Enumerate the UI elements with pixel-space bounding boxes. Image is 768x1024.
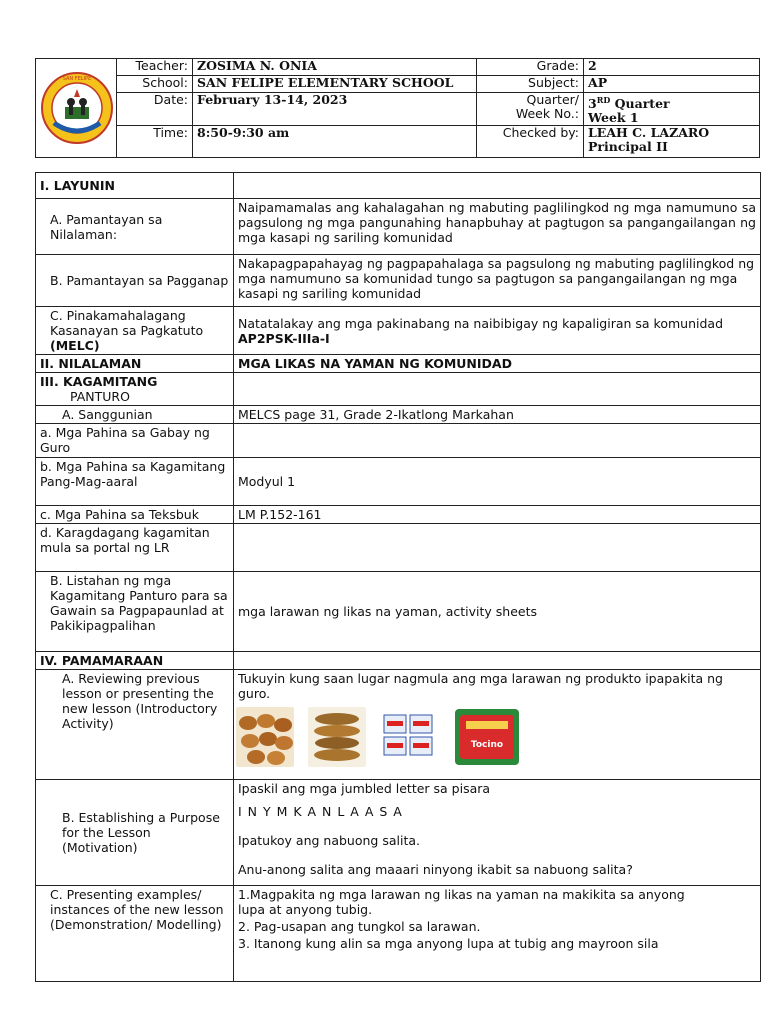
checked-value — [584, 126, 760, 158]
presenting-line2: lupa at anyong tubig. — [238, 902, 373, 917]
purpose-label: B. Establishing a Purpose for the Lesson (Motivation) — [36, 780, 234, 886]
sanggunian-label: A. Sanggunian — [36, 406, 234, 424]
tocino-pack-image — [452, 707, 522, 767]
pamamaraan-empty — [234, 652, 761, 670]
kagamitan-heading-line2: PANTURO — [70, 389, 130, 404]
melc-code: AP2PSK-IIIa-I — [238, 330, 330, 346]
quarter-label — [477, 93, 584, 126]
melc-label — [36, 307, 234, 355]
jumbled-letters: I N Y M K A N L A A S A — [238, 804, 403, 819]
presenting-label: C. Presenting examples/ instances of the new lesson (Demonstration/ Modelling) — [36, 886, 234, 982]
kagamitan-empty — [234, 373, 761, 406]
melc-label-text: C. Pinakamahalagang Kasanayan sa Pagkatuto — [50, 308, 204, 338]
portal-lr-label: d. Karagdagang kagamitan mula sa portal ng LR — [36, 524, 234, 572]
week-value: Week 1 — [588, 110, 639, 126]
presenting-line1: 1.Magpakita ng mga larawan ng likas na yaman na makikita sa anyong — [238, 887, 685, 902]
header-table — [35, 58, 760, 158]
listahan-text: mga larawan ng likas na yaman, activity sheets — [234, 572, 761, 652]
teksbuk-text: LM P.152-161 — [234, 506, 761, 524]
purpose-line1: Ipaskil ang mga jumbled letter sa pisara — [238, 781, 491, 796]
nilalaman-heading: II. NILALAMAN — [36, 355, 234, 373]
school-label: School: — [117, 76, 193, 93]
kagamitang-mag-aaral-text: Modyul 1 — [234, 458, 761, 506]
svg-text:SAN FELIPE: SAN FELIPE — [62, 76, 92, 83]
school-logo — [40, 71, 114, 145]
subject-value: AP — [584, 76, 760, 93]
nilalaman-text: MGA LIKAS NA YAMAN NG KOMUNIDAD — [234, 355, 761, 373]
teacher-value: ZOSIMA N. ONIA — [193, 59, 477, 76]
tocino-label: Tocino — [470, 740, 504, 750]
quarter-value — [584, 93, 760, 126]
presenting-line3: 2. Pag-usapan ang tungkol sa larawan. — [238, 919, 481, 934]
quarter-suffix: RD — [596, 95, 611, 105]
reviewing-label: A. Reviewing previous lesson or presenting the new lesson (Introductory Activity) — [36, 670, 234, 780]
teacher-label: Teacher: — [117, 59, 193, 76]
pamamaraan-heading: IV. PAMAMARAAN — [36, 652, 234, 670]
purpose-line4: Anu-anong salita ang maaari ninyong ikabit sa nabuong salita? — [238, 862, 633, 877]
pamantayan-pagganap-text: Nakapagpapahayag ng pagpapahalaga sa pagsulong ng mabuting paglilingkod ng mga namumuno sa komunidad tungo sa pagtugon sa pangangailangan ng mga kasapi ng sariling komunidad — [234, 255, 761, 307]
presenting-line4: 3. Itanong kung alin sa mga anyong lupa at tubig ang mayroon sila — [238, 936, 659, 951]
checked-title: Principal II — [588, 139, 668, 155]
checked-name: LEAH C. LAZARO — [588, 125, 710, 141]
layunin-heading: I. LAYUNIN — [36, 173, 234, 199]
sanggunian-text: MELCS page 31, Grade 2-Ikatlong Markahan — [234, 406, 761, 424]
kagamitan-heading-line1: III. KAGAMITANG — [40, 374, 158, 389]
portal-lr-text — [234, 524, 761, 572]
melc-label-bold: (MELC) — [50, 338, 100, 353]
listahan-label: B. Listahan ng mga Kagamitang Panturo para sa Gawain sa Pagpapaunlad at Pakikipagpalihan — [36, 572, 234, 652]
pamantayan-pagganap-label: B. Pamantayan sa Pagganap — [36, 255, 234, 307]
kagamitang-mag-aaral-label: b. Mga Pahina sa Kagamitang Pang-Mag-aaral — [36, 458, 234, 506]
quarter-label-line1: Quarter/ — [526, 92, 579, 107]
presenting-content — [234, 886, 761, 982]
lesson-plan-table — [35, 172, 761, 982]
product-pictures — [236, 707, 756, 767]
kagamitan-heading — [36, 373, 234, 406]
quarter-text: Quarter — [610, 96, 670, 112]
time-label: Time: — [117, 126, 193, 158]
pamantayan-nilalaman-text: Naipamamalas ang kahalagahan ng mabuting paglilingkod ng mga namumuno sa pagsulong ng mga pangunahing hanapbuhay at pagtugon sa pangangailangan ng mga kasapi ng sariling komunidad — [234, 199, 761, 255]
layunin-empty — [234, 173, 761, 199]
time-value: 8:50-9:30 am — [193, 126, 477, 158]
teksbuk-label: c. Mga Pahina sa Teksbuk — [36, 506, 234, 524]
checked-label: Checked by: — [477, 126, 584, 158]
potatoes-image — [236, 707, 294, 767]
dried-fish-image — [308, 707, 366, 767]
purpose-line3: Ipatukoy ang nabuong salita. — [238, 833, 420, 848]
quarter-number: 3 — [588, 96, 597, 112]
melc-text-body: Natatalakay ang mga pakinabang na naibibigay ng kapaligiran sa komunidad — [238, 315, 724, 331]
melc-text — [234, 307, 761, 355]
grade-value: 2 — [584, 59, 760, 76]
school-value: SAN FELIPE ELEMENTARY SCHOOL — [193, 76, 477, 93]
canned-goods-image — [380, 707, 438, 767]
purpose-content — [234, 780, 761, 886]
reviewing-text: Tukuyin kung saan lugar nagmula ang mga larawan ng produkto ipapakita ng guro. — [238, 671, 723, 701]
reviewing-content — [234, 670, 761, 780]
grade-label: Grade: — [477, 59, 584, 76]
gabay-guro-text — [234, 424, 761, 458]
gabay-guro-label: a. Mga Pahina sa Gabay ng Guro — [36, 424, 234, 458]
quarter-label-line2: Week No.: — [515, 106, 579, 121]
subject-label: Subject: — [477, 76, 584, 93]
school-logo-cell — [36, 59, 117, 158]
date-value: February 13-14, 2023 — [193, 93, 477, 126]
pamantayan-nilalaman-label: A. Pamantayan sa Nilalaman: — [36, 199, 234, 255]
date-label: Date: — [117, 93, 193, 126]
